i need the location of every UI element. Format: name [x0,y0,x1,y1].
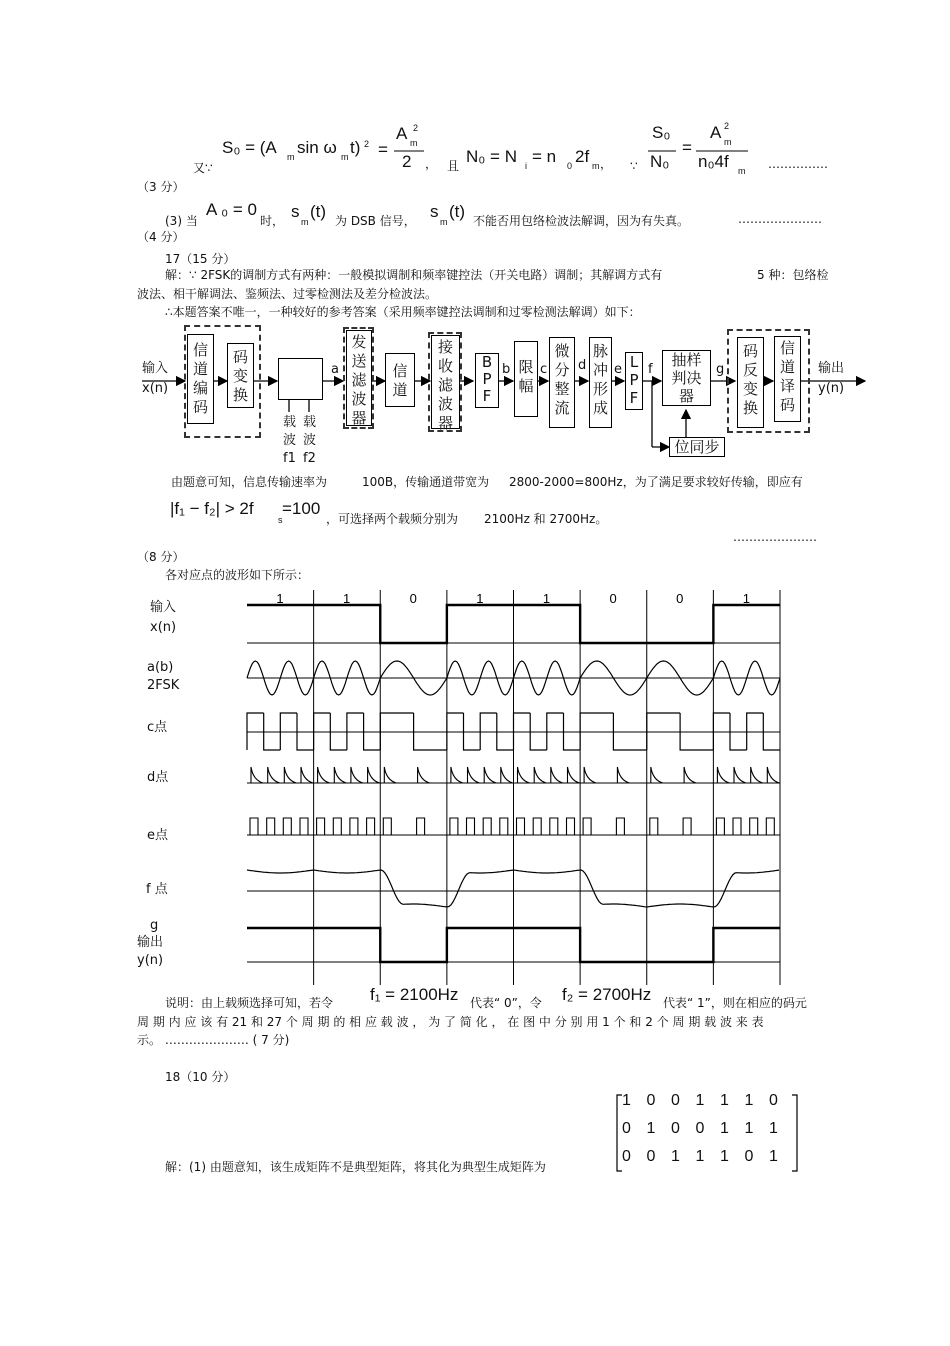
comma: ， [425,157,438,171]
receive-filter-block: 接 收 滤 波 器 [431,335,460,429]
block-input-xn: x(n) [142,381,169,396]
equals-sign: = [378,140,388,159]
sample-decision-block: 抽样 判决 器 [662,350,711,406]
wave-label-e: e点 [147,828,168,843]
wave-label-g: g [150,918,159,933]
q17-title: 17（15 分） [165,252,236,266]
part3-wei: 为 DSB 信号， [335,214,416,228]
rate-p3: 2800-2000=800Hz，为了满足要求较好传输，即应有 [509,475,803,489]
cond-eq100: =100 [282,499,321,518]
matrix-cell: 1 [720,1148,729,1165]
carrier-f1-label: 载 波 f1 [283,415,297,466]
part3-rest: 不能否用包络检波法解调，因为有失真。 [473,214,690,228]
wave-label-input: 输入 [150,600,177,615]
wave-label-c: c点 [147,720,168,735]
sm-symbol: s [291,202,300,221]
block-output-yn: y(n) [818,381,845,396]
subscript-fm: m [592,161,600,171]
part3-shi: 时， [260,214,285,228]
send-filter-block: 发 送 滤 波 器 [346,330,372,426]
explain-p1: 说明：由上载频选择可知，若令 [165,996,334,1010]
matrix-cell: 0 [744,1148,754,1165]
wave-label-yn: y(n) [137,953,164,968]
dots-3: …………… [768,157,828,171]
am-numerator: A [396,124,408,143]
point-f: f [648,362,653,377]
point-g: g [716,362,725,377]
a0-formula: A ₀ = 0 [206,200,258,219]
channel-encoder-block: 信 道 编 码 [187,334,214,424]
q17-line2: 波法、相干解调法、鉴频法、过零检测法及差分检波法。 [137,287,438,301]
score-3: （3 分） [137,180,185,194]
cond-freqs: 2100Hz 和 2700Hz。 [484,512,608,526]
code-inverse-block: 码 反 变 换 [737,337,764,428]
bit-label: 1 [542,591,551,606]
bit-label: 0 [609,591,617,606]
bit-label: 1 [342,591,351,606]
code-conversion-block: 码 变 换 [227,343,254,408]
explain-line3: 示。 ………………… ( 7 分) [137,1033,290,1047]
wave-label-2fsk: 2FSK [147,678,180,693]
matrix-cell: 1 [671,1148,680,1165]
explain-f1: f₁ = 2100Hz [370,985,459,1004]
ratio-num-sub: m [724,137,732,147]
dots-8: ………………… [733,530,817,544]
n0-expression: N₀ = N [466,147,517,166]
matrix-cell: 1 [695,1148,705,1165]
ratio-numerator: A [710,123,722,142]
explain-f2: f₂ = 2700Hz [562,985,652,1004]
channel-decoder-block: 信 道 译 码 [774,336,801,422]
am-sub: m [410,138,418,148]
wave-label-f: f 点 [146,882,168,897]
ratio-num-sup: 2 [724,121,730,131]
explain-p3: 代表“ 1”，则在相应的码元 [663,996,807,1010]
explain-p2: 代表“ 0”，令 [470,996,542,1010]
block-output-label: 输出 [818,361,845,376]
bit-label: 0 [676,591,684,606]
channel-block: 信 道 [385,353,415,407]
s0-expression: S₀ = (A [222,138,277,157]
q17-line3: ∴本题答案不唯一，一种较好的参考答案（采用频率键控法调制和过零检测法解调）如下： [165,305,641,319]
wave-label-output: 输出 [137,935,164,950]
subscript-i: i [525,161,527,171]
point-c: c [540,362,548,377]
differentiate-rectify-block: 微 分 整 流 [549,337,575,428]
sm2-symbol: s [430,202,439,221]
matrix-cell: 1 [622,1092,631,1109]
score-4: （4 分） [137,230,185,244]
square-sup: 2 [364,139,370,149]
t-paren: t) [350,138,361,157]
matrix-cell: 1 [720,1120,729,1137]
dots-4: ………………… [738,212,822,226]
matrix-cell: 1 [720,1092,729,1109]
carrier-f2-label: 载 波 f2 [303,415,317,466]
matrix-cell: 0 [695,1120,705,1137]
bit-sync-block: 位同步 [669,437,725,457]
wave-intro: 各对应点的波形如下所示： [165,568,310,582]
bit-label: 1 [476,591,484,606]
am-sup: 2 [413,123,419,133]
because-symbol: ∵ [630,159,638,173]
wave-label-xn: x(n) [150,620,177,635]
matrix-cell: 1 [769,1148,778,1165]
qie-text: 且 [447,159,460,173]
n0-rest: 2f [575,147,590,166]
q17-line1: 解：∵ 2FSK的调制方式有两种：一般模拟调制和频率键控法（开关电路）调制；其解调方式有 [165,268,663,282]
block-input-label: 输入 [142,361,169,376]
cond-fs-sub: s [278,515,283,525]
matrix-cell: 1 [744,1092,754,1109]
matrix-cell: 0 [622,1148,631,1165]
sm2-t: (t) [449,202,466,221]
point-d: d [578,358,587,373]
ratio-n0: N₀ [650,152,670,171]
ratio-s0: S₀ [652,123,671,142]
bit-label: 1 [276,591,284,606]
bit-label: 0 [409,591,417,606]
bpf-block: B P F [475,353,499,408]
ratio-den-sub: m [738,166,746,176]
score-8: （8 分） [137,550,185,564]
matrix-cell: 1 [646,1120,656,1137]
cond-formula: |f₁ − f₂| > 2f [170,499,254,518]
matrix-cell: 0 [671,1120,680,1137]
matrix-cell: 0 [646,1148,656,1165]
ratio-denominator: n₀4f [698,152,729,171]
matrix-cell: 0 [646,1092,656,1109]
q17-line1-right: 5 种：包络检 [757,268,829,282]
matrix-cell: 0 [769,1092,778,1109]
matrix-cell: 1 [744,1120,754,1137]
rate-p1: 由题意可知，信息传输速率为 [171,475,328,489]
wave-label-d: d点 [147,770,169,785]
comma2: ， [600,157,613,171]
matrix-cell: 1 [695,1092,705,1109]
limiter-block: 限 幅 [514,341,538,417]
point-b: b [502,362,511,377]
n0-rhs: = n [532,147,557,166]
subscript-m: m [287,152,295,162]
q18-text: 解：(1) 由题意知，该生成矩阵不是典型矩阵，将其化为典型生成矩阵为 [165,1160,546,1174]
explain-line2: 周 期 内 应 该 有 21 和 27 个 周 期 的 相 应 载 波 ， 为 了 简 化 ， 在 图 中 分 别 用 1 个 和 2 个 周 期 载 波 来 表 [137,1015,764,1029]
matrix-cell: 1 [769,1120,778,1137]
point-e: e [614,362,622,377]
matrix-cell: 0 [622,1120,631,1137]
part3-prefix: (3) 当 [165,214,198,228]
wave-label-ab: a(b) [147,660,174,675]
cond-rest: ，可选择两个载频分别为 [326,512,459,526]
matrix-cell: 0 [671,1092,680,1109]
rate-p2: 100B，传输通道带宽为 [362,475,490,489]
q18-title: 18（10 分） [165,1070,236,1084]
pulse-forming-block: 脉 冲 形 成 [589,337,612,428]
sin-omega: sin ω [297,138,337,157]
you-yin-text: 又∵ [193,161,213,175]
subscript-m2: m [341,152,349,162]
sm-t: (t) [310,202,327,221]
denominator-2: 2 [402,152,412,171]
ratio-equals: = [682,138,692,157]
point-a: a [331,362,339,377]
lpf-block: L P F [625,352,643,410]
sm2-sub: m [440,217,448,227]
sm-sub: m [301,217,309,227]
subscript-0: 0 [567,161,573,171]
bit-label: 1 [742,591,750,606]
